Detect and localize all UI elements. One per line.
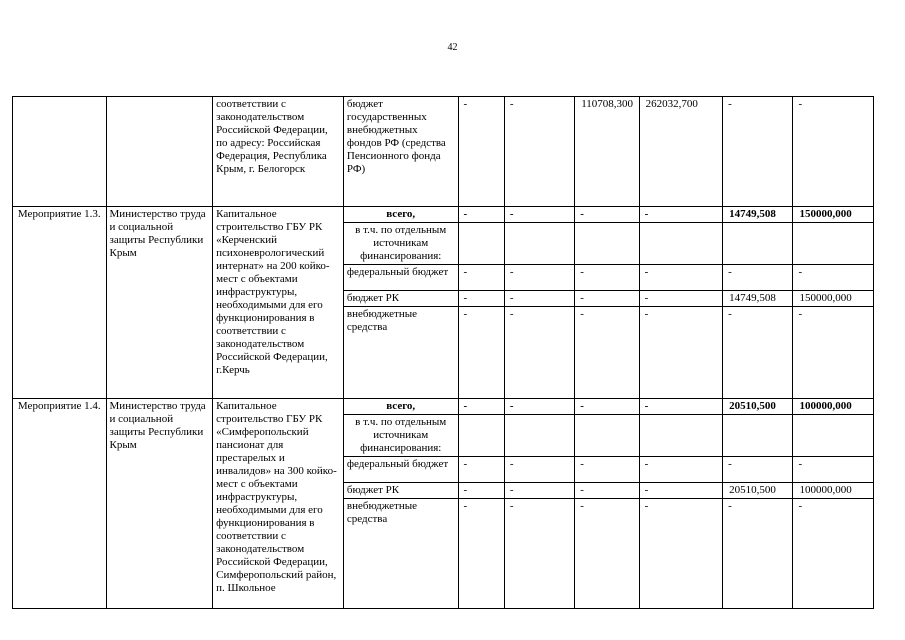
value-cell: 20510,500	[723, 399, 793, 415]
value-cell: -	[639, 307, 722, 399]
value-cell: -	[504, 399, 574, 415]
value-cell: 100000,000	[793, 483, 874, 499]
value-cell: -	[575, 499, 639, 609]
value-cell: -	[639, 483, 722, 499]
value-cell: -	[793, 499, 874, 609]
description-cell: Капитальное строительство ГБУ РК «Керченский психоневрологический интернат» на 200 койко-мест с объектами инфраструктуры, необходимыми для его функционирования в соответствии с законодательством Российской Федерации, г.Керчь	[213, 207, 344, 399]
value-cell: -	[504, 499, 574, 609]
value-cell: -	[458, 291, 504, 307]
value-cell: -	[458, 457, 504, 483]
table-row-total	[13, 399, 874, 415]
value-cell: -	[458, 265, 504, 291]
value-cell: -	[793, 457, 874, 483]
value-cell: -	[504, 483, 574, 499]
value-cell: -	[723, 457, 793, 483]
value-cell: -	[639, 265, 722, 291]
federal-label: федеральный бюджет	[343, 265, 458, 291]
value-cell: -	[639, 499, 722, 609]
value-cell: -	[639, 291, 722, 307]
value-cell: -	[575, 291, 639, 307]
value-cell: 150000,000	[793, 291, 874, 307]
value-cell: -	[504, 207, 574, 223]
rk-label: бюджет РК	[343, 291, 458, 307]
value-cell: -	[504, 307, 574, 399]
value-cell: -	[504, 291, 574, 307]
extra-label: внебюджетные средства	[343, 499, 458, 609]
value-cell: -	[458, 207, 504, 223]
page-number: 42	[447, 42, 458, 53]
value-cell: 20510,500	[723, 483, 793, 499]
value-cell: -	[639, 207, 722, 223]
event-cell: Мероприятие 1.4.	[13, 399, 107, 609]
table-row-total	[13, 207, 874, 223]
value-cell: -	[575, 265, 639, 291]
value-cell: -	[458, 483, 504, 499]
value-cell: 14749,508	[723, 291, 793, 307]
description-cell: соответствии с законодательством Российской Федерации, по адресу: Российская Федерация, Республика Крым, г. Белогорск	[213, 97, 344, 207]
value-cell: -	[575, 307, 639, 399]
value-cell: -	[504, 97, 574, 207]
value-cell: 100000,000	[793, 399, 874, 415]
total-label: всего,	[343, 207, 458, 223]
value-cell: 14749,508	[723, 207, 793, 223]
value-cell: -	[793, 97, 874, 207]
incl-label: в т.ч. по отдельным источникам финансирования:	[343, 223, 458, 265]
value-cell: 110708,300	[575, 97, 639, 207]
executor-cell: Министерство труда и социальной защиты Республики Крым	[106, 207, 213, 399]
executor-cell: Министерство труда и социальной защиты Республики Крым	[106, 399, 213, 609]
value-cell: -	[575, 399, 639, 415]
funding-table	[12, 96, 874, 609]
value-cell: -	[458, 399, 504, 415]
value-cell: -	[793, 265, 874, 291]
value-cell: -	[458, 97, 504, 207]
extra-label: внебюджетные средства	[343, 307, 458, 399]
value-cell: -	[575, 483, 639, 499]
table-row-continuation	[13, 97, 874, 207]
source-cell: бюджет государственных внебюджетных фондов РФ (средства Пенсионного фонда РФ)	[343, 97, 458, 207]
total-label: всего,	[343, 399, 458, 415]
rk-label: бюджет РК	[343, 483, 458, 499]
value-cell: -	[575, 457, 639, 483]
description-cell: Капитальное строительство ГБУ РК «Симферопольский пансионат для престарелых и инвалидов» на 300 койко-мест с объектами инфраструктуры, необходимыми для его функционирования в соответствии с законодательством Российской Федерации, Симферопольский район, п. Школьное	[213, 399, 344, 609]
value-cell: -	[639, 457, 722, 483]
federal-label: федеральный бюджет	[343, 457, 458, 483]
value-cell: -	[723, 265, 793, 291]
value-cell: -	[458, 307, 504, 399]
value-cell: -	[723, 97, 793, 207]
value-cell: -	[504, 265, 574, 291]
executor-cell	[106, 97, 213, 207]
value-cell: -	[639, 399, 722, 415]
event-cell: Мероприятие 1.3.	[13, 207, 107, 399]
value-cell: 150000,000	[793, 207, 874, 223]
value-cell: -	[723, 307, 793, 399]
value-cell: -	[504, 457, 574, 483]
value-cell: -	[723, 499, 793, 609]
value-cell: -	[575, 207, 639, 223]
value-cell: -	[793, 307, 874, 399]
incl-label: в т.ч. по отдельным источникам финансирования:	[343, 415, 458, 457]
value-cell: -	[458, 499, 504, 609]
value-cell: 262032,700	[639, 97, 722, 207]
event-cell	[13, 97, 107, 207]
